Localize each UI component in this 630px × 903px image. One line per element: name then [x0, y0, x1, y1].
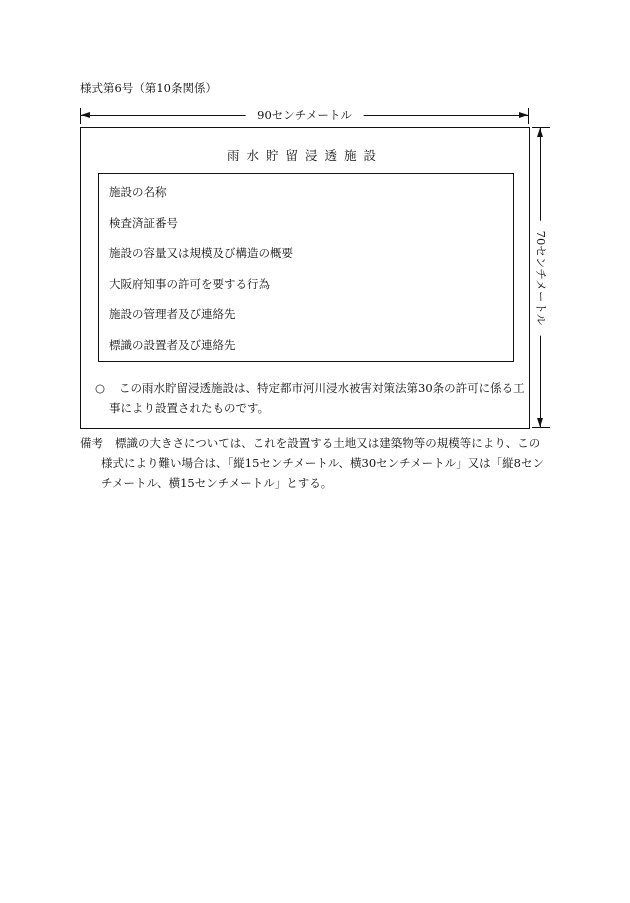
- remarks-label: 備考: [80, 436, 103, 450]
- arrow-down-icon: [537, 418, 543, 427]
- sign-notice-line-2: 事により設置されたものです。: [109, 401, 270, 415]
- sign-field-inspection-number: 検査済証番号: [109, 215, 178, 230]
- sign-field-capacity-structure: 施設の容量又は規模及び構造の概要: [109, 246, 293, 260]
- arrow-left-icon: [81, 112, 90, 118]
- height-dimension: [532, 127, 550, 428]
- arrow-up-icon: [537, 128, 543, 137]
- sign-field-box: [98, 173, 514, 362]
- sign-field-list: [99, 174, 513, 366]
- remarks: [80, 433, 550, 493]
- sign-field-installer-contact: 標識の設置者及び連絡先: [109, 337, 236, 352]
- width-dimension-label: 90センチメートル: [245, 107, 364, 123]
- form-number-label: 様式第6号（第10条関係）: [80, 81, 217, 95]
- sign-field-permit-action: 大阪府知事の許可を要する行為: [109, 276, 270, 291]
- sign-frame: [80, 127, 530, 429]
- circle-bullet-icon: ○: [95, 381, 106, 395]
- width-dimension-right-tick: [528, 108, 529, 124]
- remarks-line-1: 標識の大きさについては、これを設置する土地又は建築物等の規模等により、この: [115, 436, 541, 450]
- remarks-line-3: チメートル、横15センチメートル」とする。: [101, 476, 333, 490]
- height-dimension-label: 70センチメートル: [534, 220, 548, 335]
- sign-notice: [95, 378, 525, 418]
- sign-field-manager-contact: 施設の管理者及び連絡先: [109, 307, 236, 321]
- sign-title: 雨水貯留浸透施設: [226, 148, 383, 163]
- height-dimension-bottom-tick: [532, 427, 550, 428]
- width-dimension: [80, 108, 529, 124]
- remarks-line-2: 様式により難い場合は、「縦15センチメートル、横30センチメートル」又は「縦8セン: [101, 456, 544, 470]
- sign-notice-line-1: この雨水貯留浸透施設は、特定都市河川浸水被害対策法第30条の許可に係る工: [119, 381, 525, 395]
- sign-field-facility-name: 施設の名称: [109, 185, 167, 199]
- arrow-right-icon: [519, 112, 528, 118]
